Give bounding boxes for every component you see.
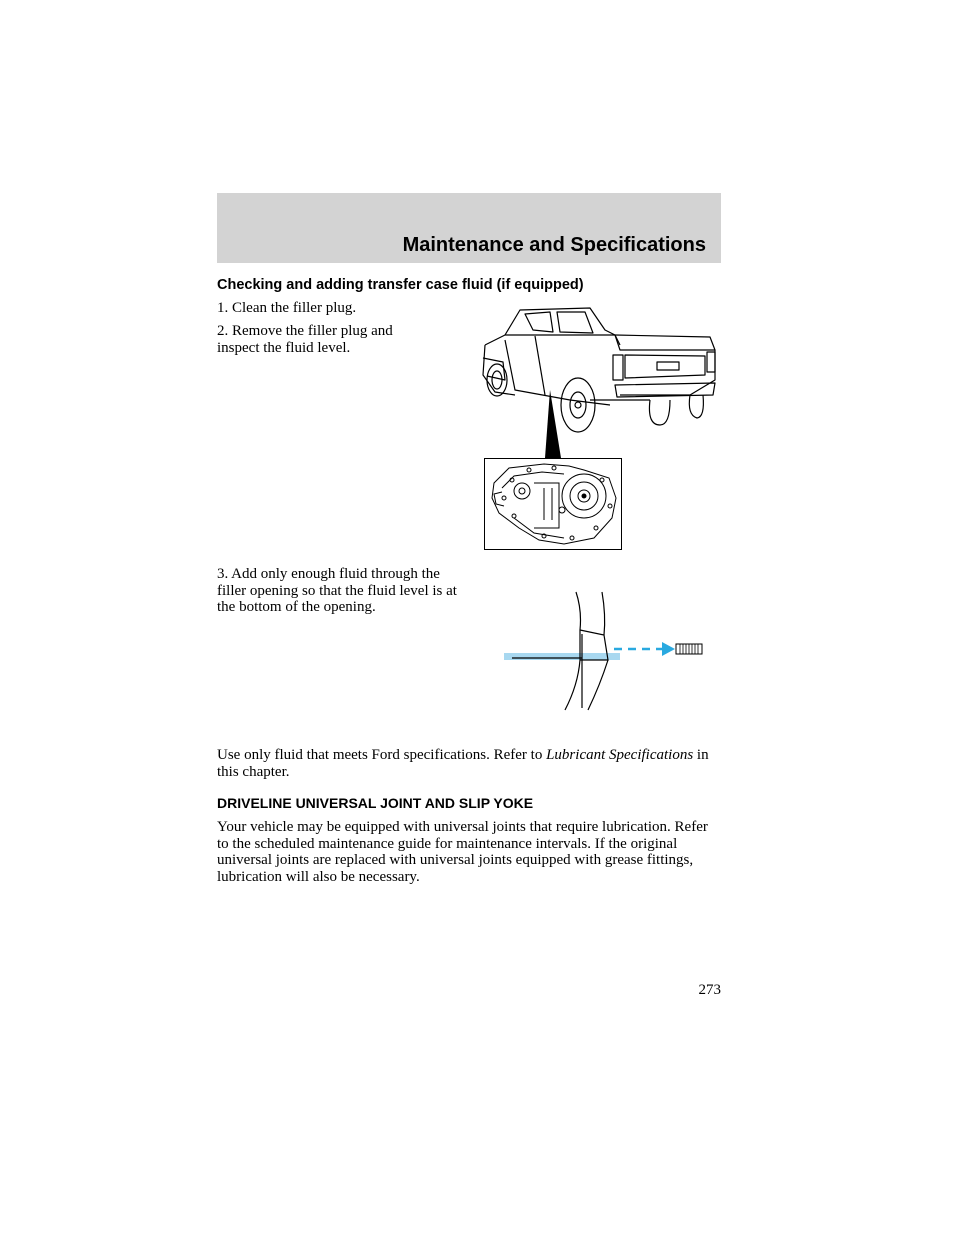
note-text: Use only fluid that meets Ford specifications. Refer to: [217, 747, 547, 763]
transfer-case-illustration: [484, 458, 622, 550]
fluid-level-illustration: [500, 590, 710, 715]
truck-illustration: [475, 300, 725, 460]
page-number: 273: [698, 982, 721, 998]
section-heading: Checking and adding transfer case fluid (if equipped): [217, 277, 584, 293]
driveline-heading: DRIVELINE UNIVERSAL JOINT AND SLIP YOKE: [217, 795, 534, 811]
page-title: Maintenance and Specifications: [402, 234, 706, 256]
fluid-note: [217, 747, 721, 780]
driveline-paragraph: Your vehicle may be equipped with universal joints that require lubrication. Refer to the scheduled maintenance guide for maintenance intervals. If the original universal joints are replaced with universal joints equipped with grease fittings, lubrication will also be necessary.: [217, 819, 708, 885]
note-text-end: in this chapter.: [217, 747, 709, 780]
step-3: 3. Add only enough fluid through the filler opening so that the fluid level is at the bottom of the opening.: [217, 566, 457, 615]
header-band: [217, 193, 721, 263]
lubricant-specifications-reference: Lubricant Specifications: [546, 747, 694, 763]
step-1: 1. Clean the filler plug.: [217, 300, 357, 316]
step-2: 2. Remove the filler plug and inspect the fluid level.: [217, 323, 393, 356]
